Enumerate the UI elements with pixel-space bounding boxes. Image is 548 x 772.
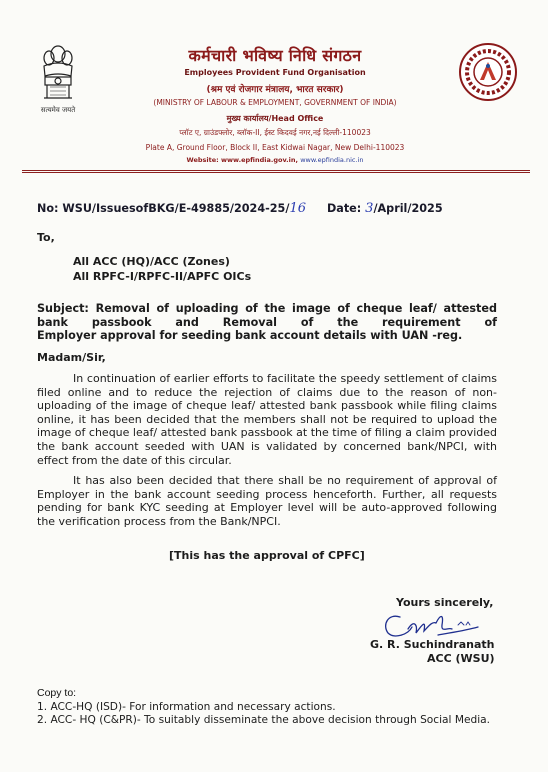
subject-line-1: Subject: Removal of uploading of the image of cheque leaf/ attested (37, 302, 497, 315)
salutation: Madam/Sir, (37, 351, 106, 364)
website-label: Website: www.epfindia.gov.in, (186, 156, 298, 164)
body-paragraph-1 (37, 372, 497, 467)
address-english: Plate A, Ground Floor, Block II, East Kidwai Nagar, New Delhi-110023 (145, 143, 405, 152)
letterhead-divider-thin (22, 172, 530, 173)
addressee-line-1: All ACC (HQ)/ACC (Zones) (73, 255, 230, 268)
head-office-line (100, 113, 450, 124)
circular-date (327, 202, 443, 216)
head-office-hindi: मुख्य कार्यालय/ (226, 114, 272, 123)
subject-block (37, 302, 497, 343)
reference-label: No: WSU/IssuesofBKG/E-49885/2024-25/ (37, 202, 290, 215)
subject-line-2: bank passbook and Removal of the requirement of (37, 315, 497, 329)
ministry-hindi: (श्रम एवं रोजगार मंत्रालय, भारत सरकार) (206, 85, 344, 95)
org-name-english: Employees Provident Fund Organisation (184, 68, 366, 77)
head-office-english: Head Office (271, 114, 324, 123)
national-emblem (32, 40, 84, 122)
reference-number (37, 202, 306, 216)
ministry-english: (MINISTRY OF LABOUR & EMPLOYMENT, GOVERNMENT OF INDIA) (153, 98, 397, 107)
copy-to-item-2: 2. ACC- HQ (C&PR)- To suitably disseminate the above decision through Social Media. (37, 714, 491, 726)
handwritten-day: 3 (365, 201, 374, 216)
website-alt-link[interactable]: www.epfindia.nic.in (300, 156, 364, 164)
date-rest: /April/2025 (373, 202, 443, 215)
ashoka-emblem-icon (38, 40, 78, 104)
copy-to-label: Copy to: (37, 687, 77, 699)
emblem-motto: सत्यमेव जयते (40, 106, 76, 114)
address-hindi: प्लॉट ए, ग्राउंडफ्लोर, ब्लॉक-II, ईस्ट किदवई नगर,नई दिल्ली-110023 (179, 128, 371, 137)
copy-to-item-1: 1. ACC-HQ (ISD)- For information and necessary actions. (37, 701, 336, 713)
letterhead-divider (22, 170, 530, 171)
to-label: To, (37, 231, 55, 244)
closing: Yours sincerely, (396, 596, 494, 609)
approval-note: [This has the approval of CPFC] (169, 549, 365, 562)
body-paragraph-2 (37, 474, 497, 528)
subject-line-3: Employer approval for seeding bank account details with UAN -reg. (37, 329, 463, 342)
handwritten-reference-number: 16 (289, 201, 306, 216)
epfo-logo-icon (458, 42, 518, 102)
signatory-name: G. R. Suchindranath (370, 638, 495, 651)
org-name-hindi: कर्मचारी भविष्य निधि संगठन (188, 46, 362, 65)
website-line (100, 156, 450, 164)
date-label: Date: (327, 202, 362, 215)
paragraph-1-text: In continuation of earlier efforts to facilitate the speedy settlement of claims filed online and to reduce the rejection of claims due to the reason of non-uploading of the image of cheque leaf/ attested bank passbook while filing claims online, it has been decided that the members shall not be required to upload the image of cheque leaf/ attested bank passbook at the time of filing a claim provided the bank account seeded with UAN is validated by concerned bank/NPCI, with effect from the date of this circular. (37, 372, 497, 467)
paragraph-2-text: It has also been decided that there shall be no requirement of approval of Employer in the bank account seeding process henceforth. Further, all requests pending for bank KYC seeding at Employer level will be auto-approved following the verification process from the Bank/NPCI. (37, 474, 497, 528)
addressee-line-2: All RPFC-I/RPFC-II/APFC OICs (73, 270, 252, 283)
signatory-designation: ACC (WSU) (427, 652, 495, 665)
